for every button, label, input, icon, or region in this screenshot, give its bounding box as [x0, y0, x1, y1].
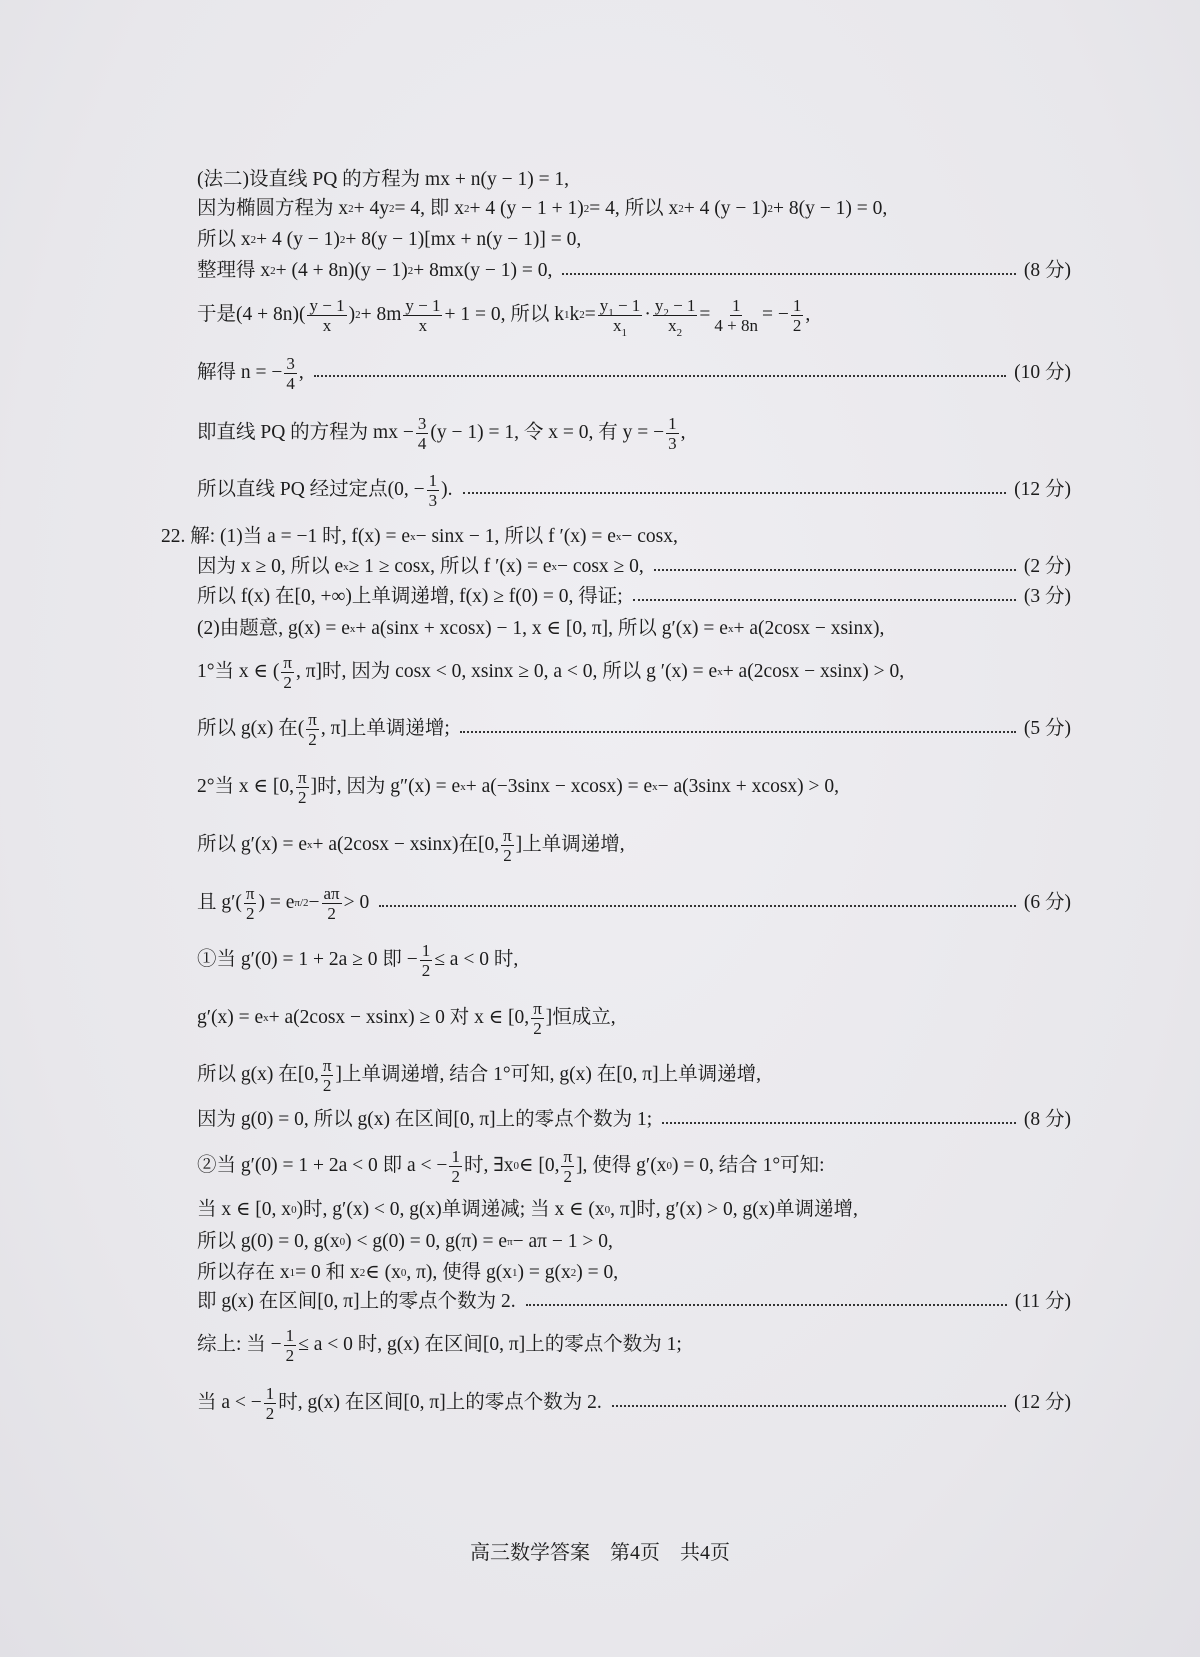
fraction-numerator: [427, 472, 440, 491]
text-run: )时, g′(x) < 0, g(x)单调递减; 当 x ∈ (x: [296, 1199, 605, 1221]
text-run: 2: [503, 845, 512, 865]
fraction: [264, 1385, 277, 1422]
text-run: + 4 (y − 1): [683, 198, 768, 220]
fraction: [531, 1000, 544, 1037]
text-run: y − 1: [309, 295, 345, 315]
fraction-denominator: [531, 1019, 544, 1037]
text-run: , π]时, 因为 cosx < 0, xsinx ≥ 0, a < 0, 所以 g ′(x) = e: [295, 661, 718, 683]
dotted-leader: [526, 1304, 1007, 1306]
text-run: 4: [417, 433, 427, 453]
text-run: + a(2cosx − xsinx) > 0,: [722, 661, 905, 683]
text-run: 即直线 PQ 的方程为 mx −: [197, 422, 414, 444]
solution-line: [197, 709, 1071, 749]
solution-line: [197, 1195, 1071, 1225]
solution-line: [161, 522, 1071, 552]
text-run: π: [533, 998, 542, 1018]
fraction: [449, 1148, 462, 1185]
text-run: k: [569, 304, 580, 326]
dotted-leader: [314, 375, 1006, 377]
fraction-numerator: [284, 355, 297, 374]
text-run: 2: [265, 1403, 275, 1423]
fraction: [307, 297, 346, 334]
text-run: 综上: 当 −: [197, 1334, 282, 1356]
text-run: 1°当 x ∈ (: [197, 661, 280, 683]
fraction-numerator: [598, 295, 643, 319]
solution-line: [197, 165, 1071, 195]
fraction: [501, 827, 514, 864]
text-run: 2: [451, 1166, 460, 1186]
text-run: 因为椭圆方程为 x: [197, 198, 349, 220]
text-run: x: [668, 315, 677, 335]
text-run: ], 使得 g′(x: [576, 1155, 667, 1177]
text-run: 因为 g(0) = 0, 所以 g(x) 在区间[0, π]上的零点个数为 1;: [197, 1109, 653, 1131]
text-run: x: [418, 315, 428, 335]
text-run: 当 a < −: [197, 1392, 262, 1414]
text-run: − sinx − 1, 所以 f ′(x) = e: [415, 526, 616, 548]
dotted-leader: [633, 599, 1016, 601]
text-run: π: [503, 825, 512, 845]
text-run: ]上单调递增, 结合 1°可知, g(x) 在[0, π]上单调递增,: [335, 1064, 761, 1086]
dotted-leader: [463, 492, 1007, 494]
text-run: + 4 (y − 1 + 1): [469, 198, 584, 220]
solution-line: [197, 552, 1071, 582]
solution-line: [197, 940, 1071, 980]
line-content: 1°当 x ∈ ( $\frac{\pi}{2}$ , π]时, 因为 cosx < 0, xsinx ≥ 0, a < 0, 所以 g ′(x) = e x + a(2cosx − xsinx) > 0,: [197, 652, 905, 692]
text-run: ∈ [0,: [519, 1155, 560, 1177]
score-label: (8 分): [1023, 1109, 1071, 1131]
solution-line: [197, 194, 1071, 224]
text-run: 且 g′(: [197, 892, 242, 914]
text-run: + a(2cosx − xsinx) ≥ 0 对 x ∈ [0,: [268, 1007, 530, 1029]
text-run: g′(x) = e: [197, 1007, 264, 1029]
text-run: + a(sinx + xcosx) − 1, x ∈ [0, π], 所以 g′(x) = e: [355, 618, 728, 640]
text-run: ≤ a < 0 时,: [434, 949, 519, 971]
text-run: (y − 1) = 1, 令 x = 0, 有 y = −: [430, 422, 665, 444]
text-run: aπ: [323, 883, 340, 903]
text-run: ,: [298, 362, 304, 384]
fraction-numerator: [322, 885, 342, 904]
line-content: 所以存在 x 1 = 0 和 x 2 ∈ (x 0 , π), 使得 g(x 1 ) = g(x 2 ) = 0,: [197, 1262, 619, 1284]
text-run: − a(3sinx + xcosx) > 0,: [657, 776, 840, 798]
text-run: ≥ 1 ≥ cosx, 所以 f ′(x) = e: [348, 556, 552, 578]
text-run: 2: [563, 1166, 573, 1186]
line-content: 且 g′( $\frac{\pi}{2}$ ) = e π/2 − $\frac{a\pi}{2}$ > 0: [197, 883, 370, 923]
text-run: − 1: [668, 295, 696, 315]
text-run: + (4 + 8n)(y − 1): [275, 260, 408, 282]
line-content: g′(x) = e x + a(2cosx − xsinx) ≥ 0 对 x ∈ [0, $\frac{\pi}{2}$ ]恒成立,: [197, 998, 616, 1038]
line-content: [197, 1110, 652, 1130]
score-label: (11 分): [1014, 1291, 1071, 1313]
text-run: ①当 g′(0) = 1 + 2a ≥ 0 即 −: [197, 949, 418, 971]
text-run: = 4, 所以 x: [589, 198, 679, 220]
line-content: [197, 170, 569, 190]
text-run: , π]时, g′(x) > 0, g(x)单调递增,: [610, 1199, 858, 1221]
score-label: (2 分): [1023, 556, 1071, 578]
solution-line: [197, 1287, 1071, 1317]
line-content: [197, 942, 518, 979]
solution-line: [197, 582, 1071, 612]
fraction-numerator: [730, 297, 743, 316]
text-run: ②当 g′(0) = 1 + 2a < 0 即 a < −: [197, 1155, 448, 1177]
text-run: π: [297, 767, 307, 787]
text-run: y: [654, 295, 664, 315]
fraction: [403, 297, 442, 334]
solution-line: [197, 413, 1071, 453]
fraction-denominator: [791, 316, 804, 334]
fraction-denominator: [306, 730, 319, 748]
line-content: ②当 g′(0) = 1 + 2a < 0 即 a < − $\frac{1}{2}$ 时, ∃x 0 ∈ [0, $\frac{\pi}{2}$ ], 使得 g′(x 0 ) = 0, 结合 1°可知:: [197, 1146, 825, 1186]
footer-total-pages: 共4页: [680, 1542, 730, 1564]
score-label: (6 分): [1023, 892, 1071, 914]
subscript: 1: [608, 306, 614, 319]
fraction: [321, 1057, 334, 1094]
text-run: + 1 = 0, 所以 k: [444, 304, 564, 326]
text-run: 22. 解: (1)当 a = −1 时, f(x) = e: [161, 526, 411, 548]
fraction: [598, 295, 643, 339]
text-run: 所以 f(x) 在[0, +∞)上单调递增, f(x) ≥ f(0) = 0, 得证;: [197, 586, 623, 608]
score-label: (3 分): [1023, 586, 1071, 608]
text-run: 3: [428, 490, 438, 510]
text-run: ·: [644, 304, 651, 326]
subscript: 2: [663, 306, 669, 319]
fraction: [284, 355, 297, 392]
fraction: [284, 1327, 297, 1364]
fraction-denominator: [420, 961, 433, 979]
text-run: = 4, 即 x: [394, 198, 465, 220]
text-run: 所以 g(x) 在(: [197, 718, 305, 740]
fraction-denominator: [666, 315, 684, 339]
fraction-numerator: [264, 1385, 277, 1404]
text-run: + a(−3sinx − xcosx) = e: [465, 776, 653, 798]
solution-line: [197, 353, 1071, 393]
line-content: [197, 472, 453, 509]
text-run: + a(2cosx − xsinx),: [733, 618, 885, 640]
fraction-denominator: [449, 1167, 462, 1185]
fraction: [561, 1148, 574, 1185]
text-run: =: [699, 304, 711, 326]
fraction-denominator: [611, 315, 629, 339]
fraction-numerator: [244, 885, 257, 904]
text-run: 即 g(x) 在区间[0, π]上的零点个数为 2.: [197, 1291, 516, 1313]
solution-line: [197, 614, 1071, 644]
text-run: 因为 x ≥ 0, 所以 e: [197, 556, 344, 578]
line-content: 22. 解: (1)当 a = −1 时, f(x) = e x − sinx − 1, 所以 f ′(x) = e x − cosx,: [161, 526, 678, 548]
line-content: 所以 g(0) = 0, g(x 0 ) < g(0) = 0, g(π) = e π − aπ − 1 > 0,: [197, 1231, 613, 1253]
text-run: − cosx ≥ 0,: [557, 556, 644, 578]
line-content: 于是(4 + 8n)( $\frac{y - 1}{x}$ ) 2 + 8m $\frac{y - 1}{x}$ + 1 = 0, 所以 k 1 k 2 = $\frac{y_1 - 1}{x_1}$ · $\frac{y_2 - 1}{x_2}$ = $\frac{1}{4 + 8n}$ = − $\frac{1}{2}$ ,: [197, 295, 811, 339]
text-run: 所以存在 x: [197, 1262, 290, 1284]
fraction-numerator: [321, 1057, 334, 1076]
solution-line: [197, 295, 1071, 339]
line-content: [197, 711, 450, 748]
text-run: π: [245, 883, 255, 903]
text-run: −: [308, 892, 320, 914]
solution-line: [197, 825, 1071, 865]
text-run: 3: [668, 433, 677, 453]
fraction-numerator: [281, 654, 294, 673]
line-content: 所以 g′(x) = e x + a(2cosx − xsinx)在[0, $\frac{\pi}{2}$ ]上单调递增,: [197, 825, 625, 865]
solution-line: [197, 883, 1071, 923]
score-label: (12 分): [1014, 479, 1071, 501]
fraction: [281, 654, 294, 691]
fraction-numerator: [666, 415, 679, 434]
footer-subject: 高三数学答案: [470, 1542, 590, 1564]
fraction-numerator: [306, 711, 319, 730]
text-run: (2)由题意, g(x) = e: [197, 618, 350, 640]
subscript: 2: [676, 326, 683, 339]
line-content: [197, 587, 623, 607]
text-run: 2: [421, 960, 431, 980]
fraction: [296, 769, 309, 806]
fraction-denominator: [321, 316, 334, 334]
text-run: ) = 0,: [576, 1262, 619, 1284]
line-content: [197, 415, 685, 452]
text-run: 1: [451, 1146, 460, 1166]
solution-line: [197, 1325, 1071, 1365]
text-run: 所以 g(0) = 0, g(x: [197, 1231, 340, 1253]
text-run: 2: [792, 315, 802, 335]
text-run: + 4y: [353, 198, 390, 220]
text-run: ∈ (x: [365, 1262, 401, 1284]
score-label: (5 分): [1023, 718, 1071, 740]
text-run: − cosx,: [621, 526, 678, 548]
line-content: 当 x ∈ [0, x 0 )时, g′(x) < 0, g(x)单调递减; 当 x ∈ (x 0 , π]时, g′(x) > 0, g(x)单调递增,: [197, 1199, 858, 1221]
text-run: = 0 和 x: [295, 1262, 360, 1284]
text-run: 2: [298, 787, 307, 807]
text-run: + 8(y − 1) = 0,: [772, 198, 888, 220]
line-content: 因为椭圆方程为 x 2 + 4y 2 = 4, 即 x 2 + 4 (y − 1 + 1) 2 = 4, 所以 x 2 + 4 (y − 1) 2 + 8(y − 1) = 0,: [197, 198, 888, 220]
line-content: 2°当 x ∈ [0, $\frac{\pi}{2}$ ]时, 因为 g″(x) = e x + a(−3sinx − xcosx) = e x − a(3sinx + xcosx) > 0,: [197, 767, 840, 807]
fraction-numerator: [791, 297, 804, 316]
text-run: + 8m: [360, 304, 402, 326]
text-run: 时, ∃x: [463, 1155, 514, 1177]
fraction-denominator: [417, 316, 430, 334]
text-run: x: [613, 315, 622, 335]
text-run: 2: [285, 1345, 295, 1365]
text-run: (法二)设直线 PQ 的方程为 mx + n(y − 1) = 1,: [197, 169, 570, 191]
fraction-numerator: [307, 297, 346, 316]
text-run: 1: [265, 1383, 275, 1403]
dotted-leader: [379, 905, 1016, 907]
text-run: − aπ − 1 > 0,: [512, 1231, 613, 1253]
fraction: [416, 415, 429, 452]
fraction-numerator: [420, 942, 433, 961]
solution-line: [197, 767, 1071, 807]
text-run: 整理得 x: [197, 260, 271, 282]
fraction-denominator: [321, 1076, 334, 1094]
dotted-leader: [460, 731, 1016, 733]
fraction-denominator: [296, 788, 309, 806]
fraction-numerator: [501, 827, 514, 846]
text-run: + 8(y − 1)[mx + n(y − 1)] = 0,: [345, 229, 582, 251]
solution-line: [197, 1105, 1071, 1135]
text-run: 1: [731, 295, 741, 315]
fraction-numerator: [416, 415, 429, 434]
text-run: 4 + 8n: [714, 315, 758, 335]
dotted-leader: [654, 569, 1016, 571]
fraction: [420, 942, 433, 979]
text-run: 2°当 x ∈ [0,: [197, 776, 294, 798]
fraction-denominator: [325, 904, 338, 922]
line-content: 因为 x ≥ 0, 所以 e x ≥ 1 ≥ cosx, 所以 f ′(x) = e x − cosx ≥ 0,: [197, 556, 644, 578]
text-run: > 0: [343, 892, 370, 914]
line-content: [197, 1385, 602, 1422]
text-run: 1: [668, 413, 677, 433]
solution-line: [197, 225, 1071, 255]
fraction-denominator: [666, 434, 679, 452]
text-run: 2: [533, 1018, 542, 1038]
score-label: (10 分): [1014, 362, 1071, 384]
text-run: π: [322, 1055, 332, 1075]
line-content: [197, 1292, 516, 1312]
solution-line: [197, 1258, 1071, 1288]
text-run: x: [322, 315, 332, 335]
text-run: ,: [805, 304, 811, 326]
dotted-leader: [612, 1405, 1006, 1407]
solution-line: [197, 256, 1071, 286]
fraction-numerator: [653, 295, 698, 319]
text-run: π: [308, 709, 317, 729]
fraction: [791, 297, 804, 334]
text-run: + a(2cosx − xsinx)在[0,: [312, 834, 500, 856]
text-run: 所以 x: [197, 229, 251, 251]
fraction-denominator: [712, 316, 760, 334]
text-run: 1: [428, 470, 438, 490]
fraction-denominator: [427, 491, 440, 509]
text-run: π: [563, 1146, 573, 1166]
text-run: y − 1: [405, 295, 441, 315]
text-run: 当 x ∈ [0, x: [197, 1199, 292, 1221]
text-run: =: [584, 304, 596, 326]
text-run: ≤ a < 0 时, g(x) 在区间[0, π]上的零点个数为 1;: [298, 1334, 682, 1356]
fraction: [653, 295, 698, 339]
dotted-leader: [662, 1122, 1016, 1124]
text-run: ): [348, 304, 356, 326]
fraction: [427, 472, 440, 509]
solution-line: [197, 1383, 1071, 1423]
fraction-numerator: [284, 1327, 297, 1346]
text-run: ,: [680, 422, 686, 444]
text-run: , π]上单调递增;: [320, 718, 450, 740]
fraction-numerator: [561, 1148, 574, 1167]
text-run: = −: [762, 304, 789, 326]
solution-line: [197, 1146, 1071, 1186]
score-label: (8 分): [1023, 260, 1071, 282]
fraction-numerator: [449, 1148, 462, 1167]
solution-line: [197, 998, 1071, 1038]
text-run: 2: [322, 1075, 332, 1095]
text-run: y: [599, 295, 609, 315]
text-run: 2: [283, 672, 292, 692]
line-content: 整理得 x 2 + (4 + 8n)(y − 1) 2 + 8mx(y − 1) = 0,: [197, 260, 553, 282]
solution-line: [197, 1227, 1071, 1257]
text-run: 所以 g(x) 在[0,: [197, 1064, 319, 1086]
text-run: 4: [286, 373, 295, 393]
text-run: 1: [792, 295, 802, 315]
fraction-numerator: [531, 1000, 544, 1019]
text-run: 3: [417, 413, 427, 433]
text-run: 于是(4 + 8n)(: [197, 304, 306, 326]
text-run: 所以直线 PQ 经过定点(0, −: [197, 479, 425, 501]
fraction: [306, 711, 319, 748]
fraction: [666, 415, 679, 452]
text-run: 时, g(x) 在区间[0, π]上的零点个数为 2.: [278, 1392, 602, 1414]
text-run: ) < g(0) = 0, g(π) = e: [345, 1231, 508, 1253]
score-label: (12 分): [1014, 1392, 1071, 1414]
text-run: ) = g(x: [517, 1262, 571, 1284]
text-run: ]恒成立,: [545, 1007, 616, 1029]
text-run: ]时, 因为 g″(x) = e: [310, 776, 461, 798]
footer-page-number: 第4页: [610, 1542, 660, 1564]
fraction: [712, 297, 760, 334]
text-run: ) = e: [258, 892, 295, 914]
fraction: [322, 885, 342, 922]
text-run: 3: [286, 353, 295, 373]
fraction-numerator: [296, 769, 309, 788]
fraction-numerator: [403, 297, 442, 316]
dotted-leader: [562, 273, 1015, 275]
text-run: − 1: [613, 295, 641, 315]
text-run: 2: [308, 729, 317, 749]
page-footer: [0, 1536, 1200, 1565]
text-run: π: [283, 652, 292, 672]
text-run: + 8mx(y − 1) = 0,: [413, 260, 553, 282]
fraction-denominator: [281, 673, 294, 691]
text-run: 1: [421, 940, 431, 960]
fraction-denominator: [284, 1346, 297, 1364]
subscript: 1: [621, 326, 628, 339]
line-content: 所以 x 2 + 4 (y − 1) 2 + 8(y − 1)[mx + n(y − 1)] = 0,: [197, 229, 582, 251]
solution-line: [197, 652, 1071, 692]
line-content: [197, 355, 304, 392]
fraction: [244, 885, 257, 922]
fraction-denominator: [284, 374, 297, 392]
fraction-denominator: [244, 904, 257, 922]
line-content: (2)由题意, g(x) = e x + a(sinx + xcosx) − 1, x ∈ [0, π], 所以 g′(x) = e x + a(2cosx − xsinx),: [197, 618, 885, 640]
text-run: ).: [441, 479, 453, 501]
text-run: ]上单调递增,: [515, 834, 625, 856]
fraction-denominator: [264, 1404, 277, 1422]
text-run: ) = 0, 结合 1°可知:: [671, 1155, 825, 1177]
text-run: , π), 使得 g(x: [406, 1262, 513, 1284]
text-run: 2: [327, 903, 336, 923]
text-run: 所以 g′(x) = e: [197, 834, 308, 856]
fraction-denominator: [562, 1167, 575, 1185]
fraction-denominator: [416, 434, 429, 452]
text-run: 解得 n = −: [197, 362, 283, 384]
line-content: [197, 1057, 761, 1094]
solution-line: [197, 1055, 1071, 1095]
fraction-denominator: [501, 846, 514, 864]
text-run: + 4 (y − 1): [256, 229, 340, 251]
text-run: 1: [285, 1325, 295, 1345]
text-run: 2: [245, 903, 255, 923]
solution-line: [197, 470, 1071, 510]
line-content: [197, 1327, 682, 1364]
